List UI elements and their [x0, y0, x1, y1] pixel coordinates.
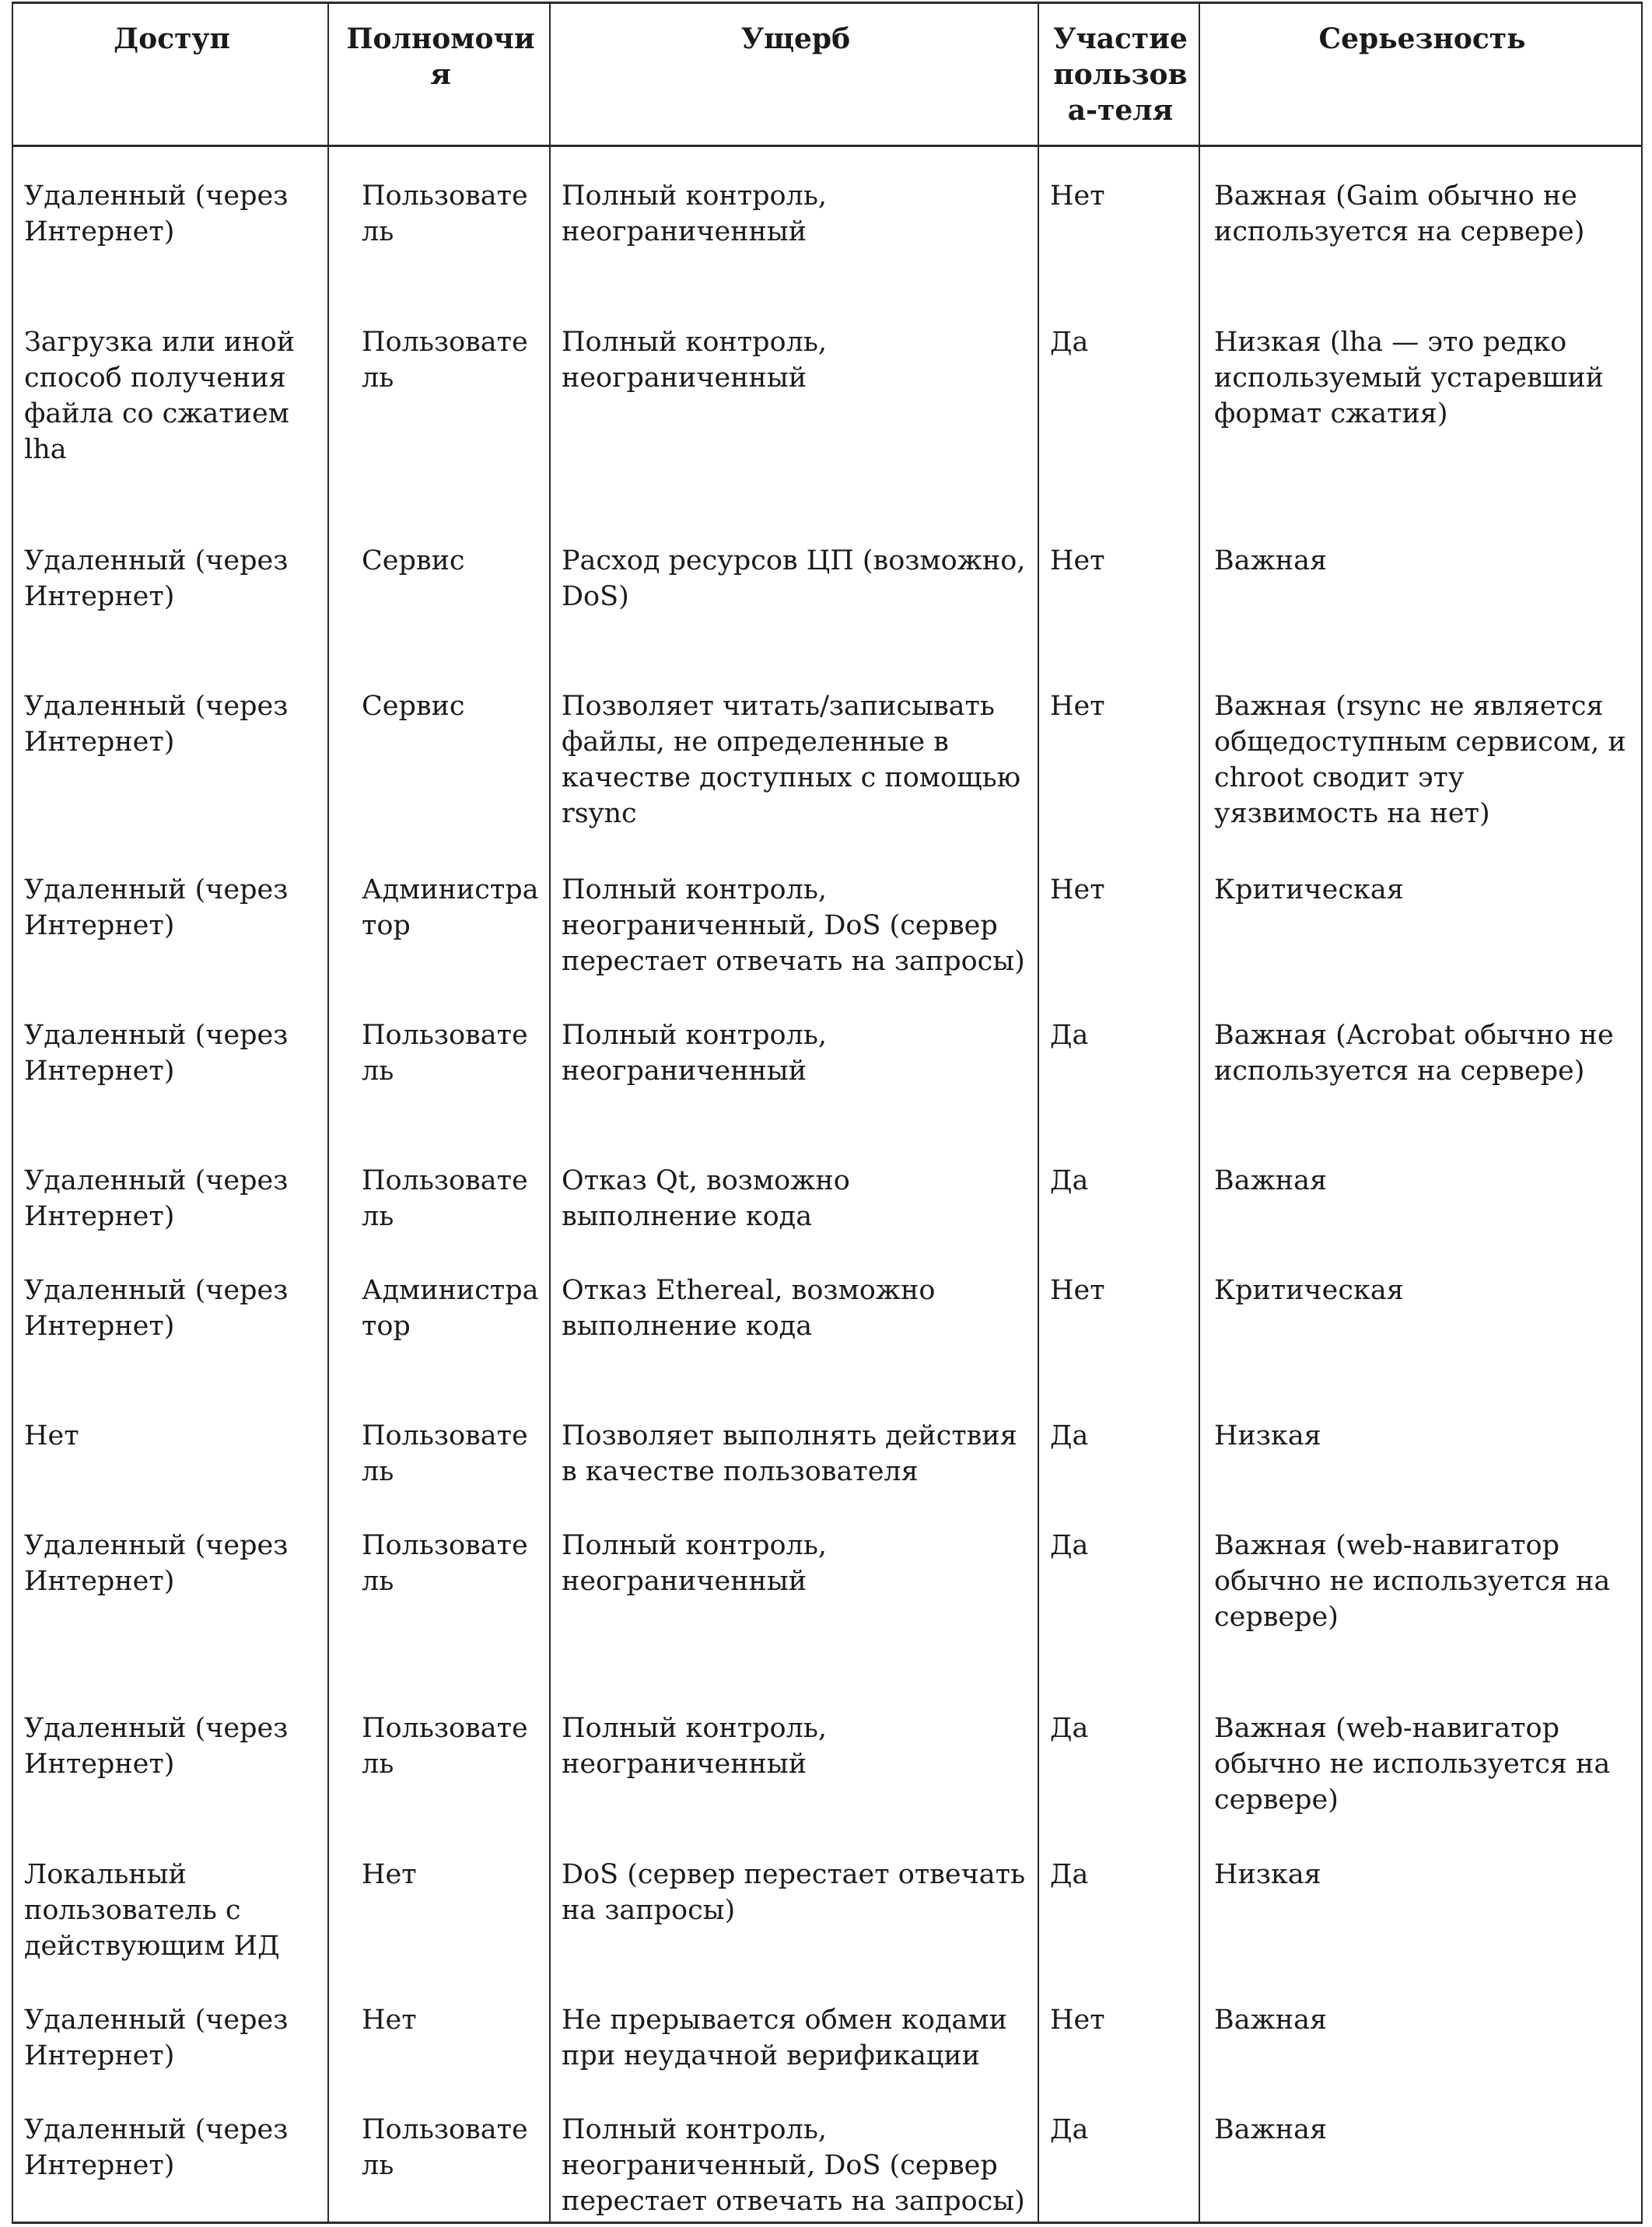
severity-cell: Критическая	[1199, 841, 1642, 986]
user-involvement-cell: Нет	[1038, 1241, 1199, 1387]
access-cell: Удаленный (через Интернет)	[12, 512, 328, 657]
table-row	[12, 1826, 1642, 1971]
table-row	[12, 841, 1642, 986]
access-cell: Удаленный (через Интернет)	[12, 1241, 328, 1387]
user-involvement-cell: Нет	[1038, 841, 1199, 986]
user-involvement-cell: Нет	[1038, 146, 1199, 293]
privileges-cell: Сервис	[328, 512, 550, 657]
severity-cell: Низкая (lha — это редко используемый устаревший формат сжатия)	[1199, 293, 1642, 512]
damage-cell: DoS (сервер перестает отвечать на запросы)	[550, 1826, 1038, 1971]
header-row	[12, 3, 1642, 146]
access-cell: Удаленный (через Интернет)	[12, 1679, 328, 1825]
privileges-cell: Пользователь	[328, 1387, 550, 1497]
user-involvement-cell: Да	[1038, 1826, 1199, 1971]
user-involvement-cell: Нет	[1038, 1971, 1199, 2081]
user-involvement-cell: Да	[1038, 1132, 1199, 1241]
access-cell: Удаленный (через Интернет)	[12, 2081, 328, 2223]
table-row	[12, 512, 1642, 657]
privileges-cell: Пользователь	[328, 1497, 550, 1679]
damage-cell: Полный контроль, неограниченный, DoS (сервер перестает отвечать на запросы)	[550, 2081, 1038, 2223]
privileges-cell: Пользователь	[328, 2081, 550, 2223]
table-row	[12, 657, 1642, 840]
user-involvement-cell: Да	[1038, 1679, 1199, 1825]
privileges-cell: Пользователь	[328, 986, 550, 1132]
privileges-cell: Сервис	[328, 657, 550, 840]
access-cell: Локальный пользователь с действующим ИД	[12, 1826, 328, 1971]
user-involvement-cell: Да	[1038, 1497, 1199, 1679]
damage-cell: Полный контроль, неограниченный	[550, 986, 1038, 1132]
table-row	[12, 1241, 1642, 1387]
severity-cell: Важная (rsync не является общедоступным сервисом, и chroot сводит эту уязвимость на нет)	[1199, 657, 1642, 840]
privileges-cell: Нет	[328, 1826, 550, 1971]
user-involvement-cell: Да	[1038, 1387, 1199, 1497]
damage-cell: Позволяет выполнять действия в качестве пользователя	[550, 1387, 1038, 1497]
user-involvement-cell: Да	[1038, 2081, 1199, 2223]
damage-cell: Позволяет читать/записывать файлы, не определенные в качестве доступных с помощью rsync	[550, 657, 1038, 840]
access-cell: Нет	[12, 1387, 328, 1497]
table-row	[12, 1132, 1642, 1241]
damage-cell: Отказ Qt, возможно выполнение кода	[550, 1132, 1038, 1241]
table-row	[12, 2081, 1642, 2223]
header-privileges: Полномочия	[328, 3, 550, 146]
privileges-cell: Пользователь	[328, 1132, 550, 1241]
table-row	[12, 293, 1642, 512]
table-row	[12, 1387, 1642, 1497]
severity-cell: Критическая	[1199, 1241, 1642, 1387]
damage-cell: Полный контроль, неограниченный	[550, 146, 1038, 293]
privileges-cell: Пользователь	[328, 293, 550, 512]
table-row	[12, 1679, 1642, 1825]
access-cell: Удаленный (через Интернет)	[12, 1497, 328, 1679]
access-cell: Удаленный (через Интернет)	[12, 1132, 328, 1241]
damage-cell: Полный контроль, неограниченный, DoS (сервер перестает отвечать на запросы)	[550, 841, 1038, 986]
access-cell: Удаленный (через Интернет)	[12, 657, 328, 840]
table-row	[12, 986, 1642, 1132]
severity-cell: Низкая	[1199, 1387, 1642, 1497]
access-cell: Загрузка или иной способ получения файла со сжатием lha	[12, 293, 328, 512]
severity-cell: Низкая	[1199, 1826, 1642, 1971]
damage-cell: Полный контроль, неограниченный	[550, 1497, 1038, 1679]
access-cell: Удаленный (через Интернет)	[12, 1971, 328, 2081]
severity-cell: Важная	[1199, 1132, 1642, 1241]
table-row	[12, 1497, 1642, 1679]
user-involvement-cell: Нет	[1038, 657, 1199, 840]
access-cell: Удаленный (через Интернет)	[12, 986, 328, 1132]
header-damage: Ущерб	[550, 3, 1038, 146]
severity-cell: Важная	[1199, 2081, 1642, 2223]
header-access: Доступ	[12, 3, 328, 146]
user-involvement-cell: Да	[1038, 293, 1199, 512]
header-user-involvement	[1038, 3, 1199, 146]
table-row	[12, 146, 1642, 293]
privileges-cell: Пользователь	[328, 1679, 550, 1825]
severity-cell: Важная	[1199, 1971, 1642, 2081]
vulnerability-table	[12, 2, 1643, 2224]
header-user-involvement-text: Участие пользова-теля	[1053, 23, 1188, 127]
severity-cell: Важная (web-навигатор обычно не используется на сервере)	[1199, 1679, 1642, 1825]
severity-cell: Важная (web-навигатор обычно не используется на сервере)	[1199, 1497, 1642, 1679]
access-cell: Удаленный (через Интернет)	[12, 841, 328, 986]
privileges-cell: Администратор	[328, 1241, 550, 1387]
damage-cell: Не прерывается обмен кодами при неудачной верификации	[550, 1971, 1038, 2081]
severity-cell: Важная	[1199, 512, 1642, 657]
user-involvement-cell: Нет	[1038, 512, 1199, 657]
table-body	[12, 146, 1642, 2223]
damage-cell: Расход ресурсов ЦП (возможно, DoS)	[550, 512, 1038, 657]
severity-cell: Важная (Gaim обычно не используется на сервере)	[1199, 146, 1642, 293]
privileges-cell: Пользователь	[328, 146, 550, 293]
damage-cell: Отказ Ethereal, возможно выполнение кода	[550, 1241, 1038, 1387]
user-involvement-cell: Да	[1038, 986, 1199, 1132]
severity-cell: Важная (Acrobat обычно не используется на сервере)	[1199, 986, 1642, 1132]
damage-cell: Полный контроль, неограниченный	[550, 293, 1038, 512]
header-severity: Серьезность	[1199, 3, 1642, 146]
table-row	[12, 1971, 1642, 2081]
damage-cell: Полный контроль, неограниченный	[550, 1679, 1038, 1825]
table-header	[12, 3, 1642, 146]
privileges-cell: Администратор	[328, 841, 550, 986]
access-cell: Удаленный (через Интернет)	[12, 146, 328, 293]
privileges-cell: Нет	[328, 1971, 550, 2081]
